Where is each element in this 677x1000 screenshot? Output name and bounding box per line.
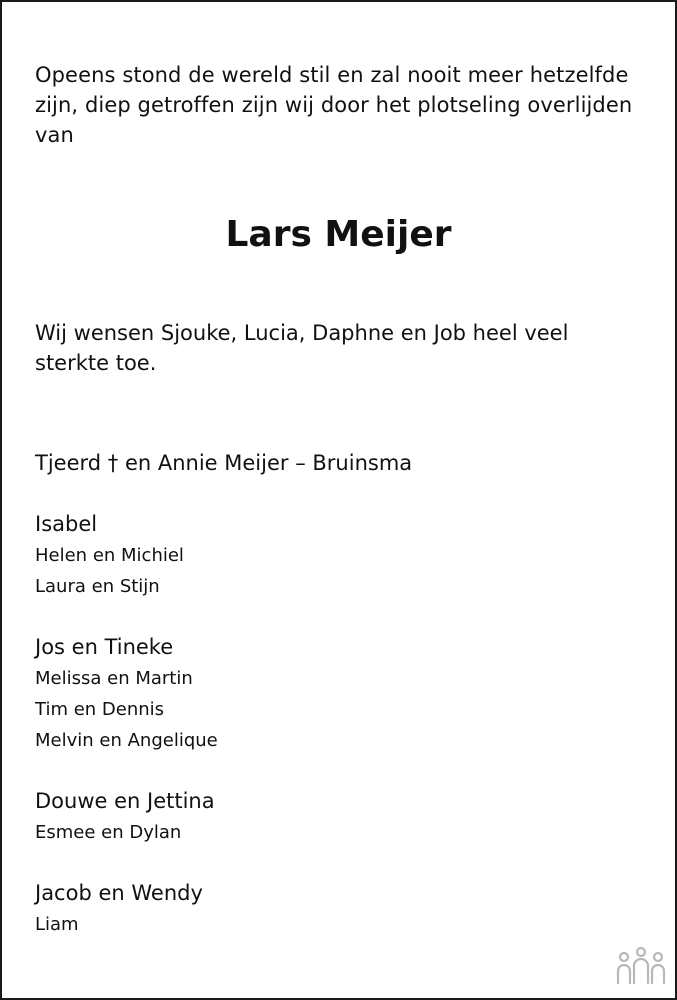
family-member: Helen en Michiel	[35, 545, 184, 566]
family-member: Melvin en Angelique	[35, 730, 218, 751]
family-group	[35, 509, 635, 602]
family-member: Tim en Dennis	[35, 699, 165, 720]
family-group	[35, 786, 635, 848]
family-group	[35, 632, 635, 756]
family-group-head: Tjeerd † en Annie Meijer – Bruinsma	[35, 451, 413, 475]
family-group	[35, 878, 635, 940]
condolence-wish: Wij wensen Sjouke, Lucia, Daphne en Job heel veel sterkte toe.	[35, 321, 569, 375]
intro-text: Opeens stond de wereld stil en zal nooit meer hetzelfde zijn, diep getroffen zijn wij door het plotseling overlijden van	[35, 63, 633, 147]
family-group-head: Jacob en Wendy	[35, 881, 203, 905]
family-group	[35, 448, 635, 479]
family-member: Esmee en Dylan	[35, 822, 182, 843]
family-group-head: Jos en Tineke	[35, 635, 174, 659]
family-group-head: Douwe en Jettina	[35, 789, 215, 813]
family-list	[35, 448, 635, 970]
family-member: Laura en Stijn	[35, 576, 160, 597]
family-member: Liam	[35, 914, 79, 935]
deceased-name: Lars Meijer	[225, 214, 452, 255]
family-group-head: Isabel	[35, 512, 98, 536]
family-member: Melissa en Martin	[35, 668, 193, 689]
family-people-logo-icon	[615, 946, 667, 986]
